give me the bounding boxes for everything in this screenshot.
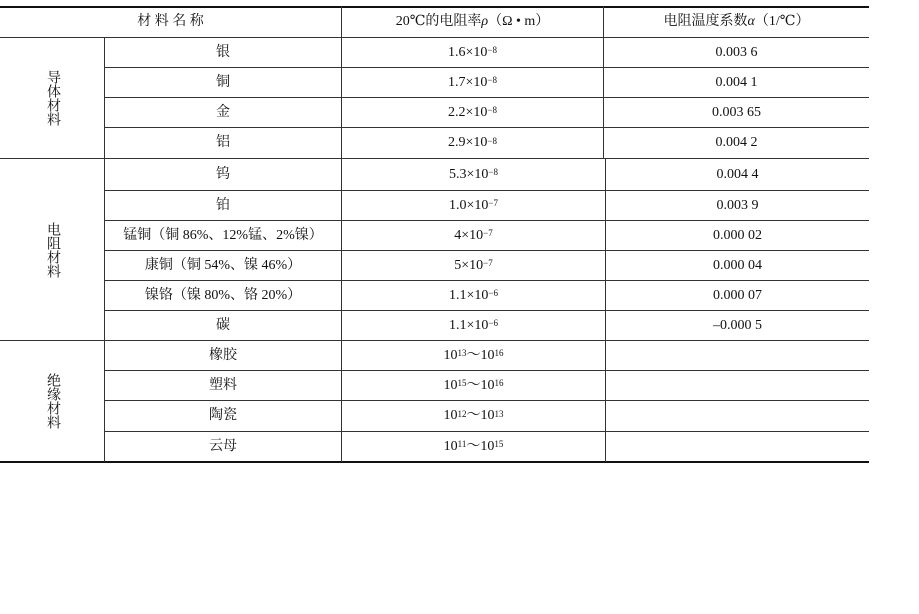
resistivity-exponent: −7 [483, 258, 493, 268]
resistivity-base: 1.0×10 [449, 197, 489, 213]
coefficient-value [606, 371, 869, 400]
coefficient-value: 0.003 6 [715, 44, 758, 60]
resistivity-exponent: 13 [457, 348, 467, 358]
resistivity-exponent: −8 [487, 45, 497, 55]
resistivity-base: 10 [443, 408, 458, 423]
resistivity-base: ～10 [466, 347, 495, 363]
material-name: 云母 [209, 438, 237, 454]
material-name: 铜 [216, 74, 230, 90]
resistivity-base: 1.6×10 [448, 44, 488, 60]
resistivity-value [342, 38, 603, 67]
resistivity-range [342, 341, 605, 370]
resistivity-base: 5.3×10 [449, 166, 489, 182]
resistivity-range [342, 371, 605, 400]
resistivity-exponent: −8 [488, 167, 498, 177]
resistivity-value [342, 221, 605, 250]
coefficient-value [606, 432, 869, 461]
resistivity-value [342, 311, 605, 340]
material-name: 镍铬（镍 80%、铬 20%） [144, 287, 302, 303]
coefficient-value: 0.004 2 [715, 135, 758, 150]
material-name: 陶瓷 [209, 408, 237, 423]
group-label-resistor: 电阻材料 [45, 221, 60, 278]
resistivity-exponent: −8 [487, 135, 497, 146]
rho-symbol: ρ [481, 14, 489, 29]
resistivity-base: 10 [443, 438, 458, 454]
resistivity-base: 1.7×10 [448, 74, 488, 90]
resistivity-exponent: 11 [457, 439, 467, 449]
resistivity-exponent: 13 [494, 408, 504, 419]
resistivity-value [342, 281, 605, 310]
resistivity-base: ～10 [466, 408, 495, 423]
material-name: 钨 [216, 166, 230, 182]
resistivity-exponent: 15 [457, 378, 467, 388]
resistivity-base: 4×10 [454, 227, 484, 243]
header-coefficient-prefix: 电阻温度系数 [663, 14, 748, 29]
coefficient-value: 0.000 07 [713, 287, 762, 303]
coefficient-value: –0.000 5 [713, 317, 762, 333]
resistivity-base: 5×10 [454, 257, 484, 273]
resistivity-base: 1.1×10 [449, 287, 489, 303]
coefficient-value: 0.004 1 [715, 74, 758, 90]
table-bottom-rule [0, 461, 869, 463]
coefficient-value: 0.003 65 [712, 104, 761, 120]
resistivity-base: 10 [443, 377, 458, 393]
coefficient-value: 0.004 4 [716, 166, 759, 182]
material-name: 锰铜（铜 86%、12%锰、2%镍） [123, 227, 323, 243]
coefficient-value [606, 341, 869, 370]
group-label-conductor: 导体材料 [45, 70, 60, 126]
coefficient-value: 0.000 04 [713, 257, 762, 273]
resistivity-exponent: −7 [488, 198, 498, 208]
resistivity-range [342, 432, 605, 461]
material-name: 银 [216, 44, 230, 60]
resistivity-exponent: −6 [488, 318, 498, 328]
material-name: 康铜（铜 54%、镍 46%） [144, 257, 302, 273]
header-material: 材 料 名 称 [137, 14, 204, 29]
resistivity-value [342, 128, 603, 158]
header-resistivity [342, 7, 603, 37]
material-name: 金 [216, 104, 230, 120]
resistivity-exponent: −8 [487, 75, 497, 85]
resistivity-base: ～10 [466, 438, 495, 454]
material-name: 橡胶 [209, 347, 237, 363]
resistivity-exponent: 12 [457, 408, 467, 419]
resistivity-value [342, 159, 605, 190]
resistivity-base: 10 [443, 347, 458, 363]
resistivity-value [342, 68, 603, 97]
resistivity-base: 1.1×10 [449, 317, 489, 333]
group-label-insulator: 绝缘材料 [45, 373, 60, 429]
resistivity-exponent: −8 [487, 105, 497, 115]
alpha-symbol: α [747, 14, 755, 29]
resistivity-value [342, 98, 603, 127]
coefficient-value: 0.003 9 [716, 197, 759, 213]
resistivity-exponent: 15 [494, 439, 504, 449]
material-name: 铝 [216, 135, 230, 150]
resistivity-exponent: −7 [483, 228, 493, 238]
coefficient-value [606, 401, 869, 431]
resistivity-exponent: −6 [488, 288, 498, 298]
header-resistivity-prefix: 20℃的电阻率 [395, 14, 482, 29]
header-resistivity-unit: （Ω • m） [488, 14, 550, 29]
header-coefficient [604, 7, 869, 37]
resistivity-value [342, 251, 605, 280]
resistivity-exponent: 16 [494, 348, 504, 358]
resistivity-base: 2.2×10 [448, 104, 488, 120]
resistivity-base: 2.9×10 [448, 135, 488, 150]
coefficient-value: 0.000 02 [713, 227, 762, 243]
header-coefficient-unit: （1/℃） [754, 14, 810, 29]
resistivity-range [342, 401, 605, 431]
resistivity-exponent: 16 [494, 378, 504, 388]
resistivity-base: ～10 [466, 377, 495, 393]
material-name: 塑料 [209, 377, 237, 393]
material-name: 碳 [216, 317, 230, 333]
resistivity-value [342, 191, 605, 220]
material-name: 铂 [216, 197, 230, 213]
